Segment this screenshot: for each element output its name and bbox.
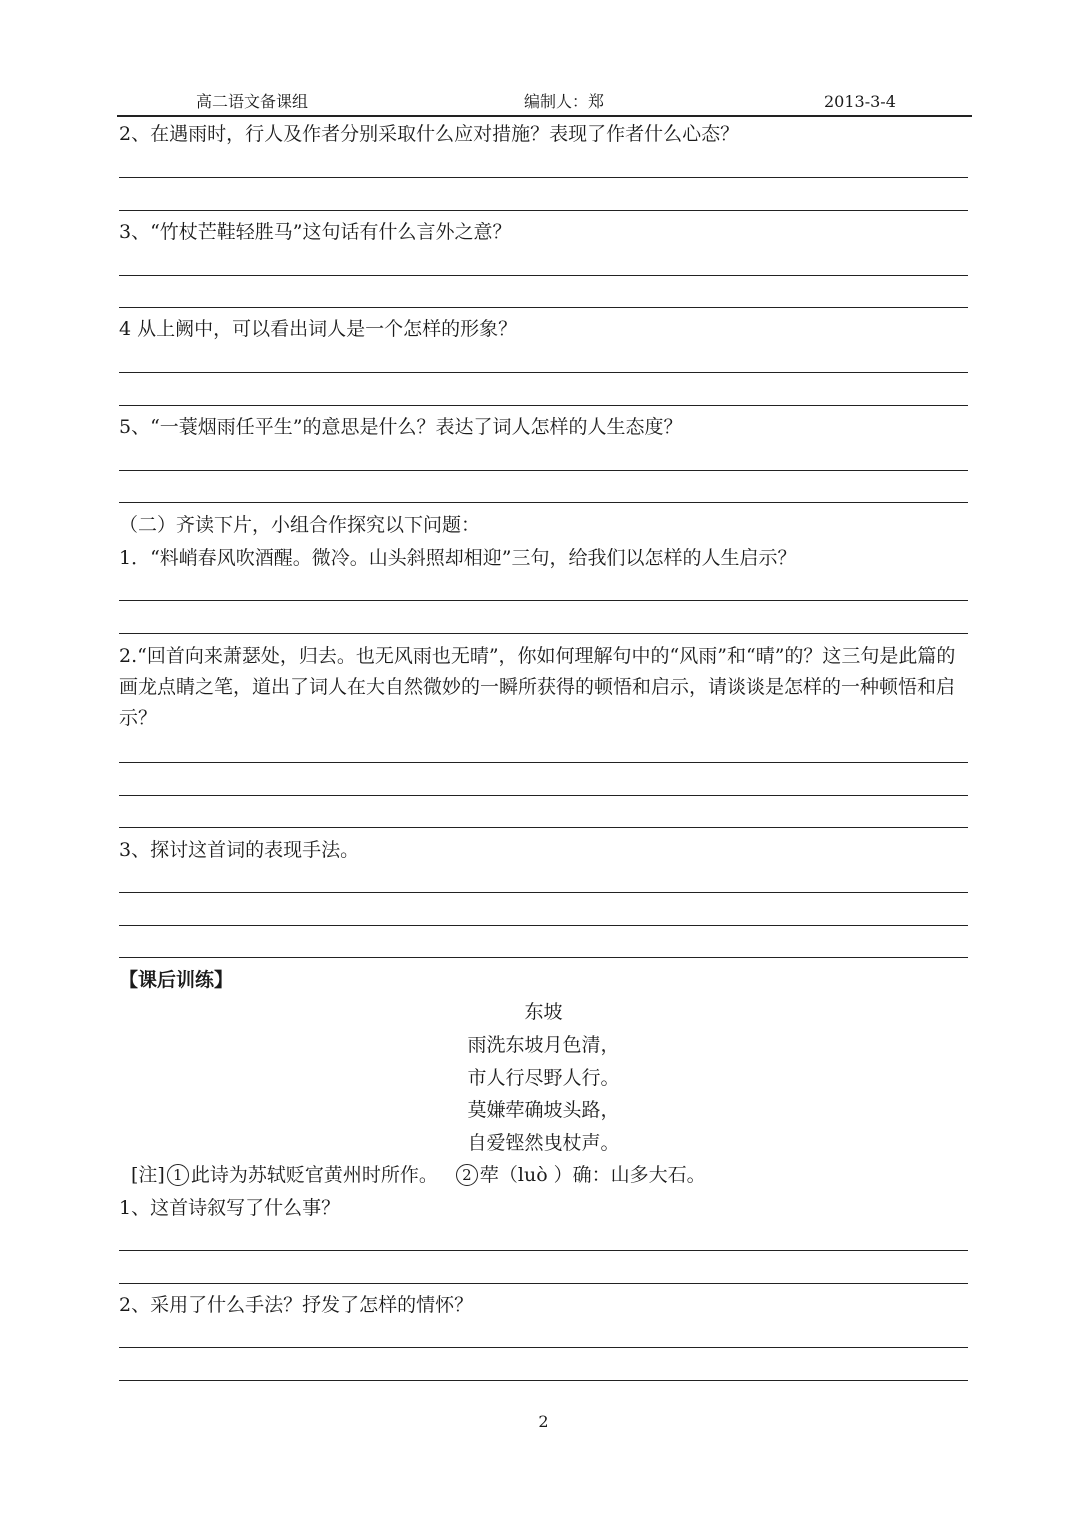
answer-line <box>119 762 968 763</box>
answer-line <box>119 470 968 471</box>
question-4: 4 从上阙中，可以看出词人是一个怎样的形象？ <box>119 318 518 340</box>
header-group: 高二语文备课组 <box>196 92 309 111</box>
question-2: 2、在遇雨时，行人及作者分别采取什么应对措施？表现了作者什么心态？ <box>119 123 740 145</box>
answer-line <box>119 892 968 893</box>
section-heading-2: （二）齐读下片，小组合作探究以下问题： <box>119 514 481 536</box>
answer-line <box>119 405 968 406</box>
poem-line: 雨洗东坡月色清， <box>467 1034 620 1056</box>
section-heading-practice: 【课后训练】 <box>119 969 234 991</box>
answer-line <box>119 1380 968 1381</box>
poem-line: 市人行尽野人行。 <box>467 1067 620 1089</box>
note-text-2: 荦（luò ）确：山多大石。 <box>479 1164 706 1186</box>
note-prefix: [注] <box>131 1164 165 1186</box>
header-editor: 编制人：郑 <box>524 92 605 111</box>
answer-line <box>119 827 968 828</box>
note-mark-1: 1 <box>167 1164 189 1186</box>
answer-line <box>119 275 968 276</box>
part2-question-2: 2.“回首向来萧瑟处，归去。也无风雨也无晴”，你如何理解句中的“风雨”和“晴”的？这三句是此篇的画龙点睛之笔，道出了词人在大自然微妙的一瞬所获得的顿悟和启示，请谈谈是怎样的一种顿悟和启示？ <box>119 645 956 729</box>
question-5: 5、“一蓑烟雨任平生”的意思是什么？表达了词人怎样的人生态度？ <box>119 416 683 438</box>
answer-line <box>119 1250 968 1251</box>
answer-line <box>119 307 968 308</box>
poem-title: 东坡 <box>524 1001 563 1023</box>
poem-note <box>131 1161 706 1189</box>
header-date: 2013-3-4 <box>824 92 896 111</box>
poem-line: 自爱铿然曳杖声。 <box>467 1132 620 1154</box>
answer-line <box>119 633 968 634</box>
note-text-1: 此诗为苏轼贬官黄州时所作。 <box>190 1164 438 1186</box>
answer-line <box>119 600 968 601</box>
header-rule <box>117 115 972 117</box>
answer-line <box>119 210 968 211</box>
part2-question-3: 3、探讨这首词的表现手法。 <box>119 839 360 861</box>
page-number: 2 <box>538 1412 549 1431</box>
answer-line <box>119 177 968 178</box>
question-3: 3、“竹杖芒鞋轻胜马”这句话有什么言外之意？ <box>119 221 512 243</box>
answer-line <box>119 1347 968 1348</box>
answer-line <box>119 372 968 373</box>
answer-line <box>119 1283 968 1284</box>
poem-line: 莫嫌荦确坡头路， <box>467 1099 620 1121</box>
answer-line <box>119 502 968 503</box>
note-mark-2: 2 <box>456 1164 478 1186</box>
answer-line <box>119 795 968 796</box>
answer-line <box>119 925 968 926</box>
answer-line <box>119 957 968 958</box>
practice-question-1: 1、这首诗叙写了什么事？ <box>119 1197 341 1219</box>
practice-question-2: 2、采用了什么手法？抒发了怎样的情怀？ <box>119 1294 474 1316</box>
part2-question-1: 1．“料峭春风吹酒醒。微冷。山头斜照却相迎”三句，给我们以怎样的人生启示？ <box>119 547 797 569</box>
